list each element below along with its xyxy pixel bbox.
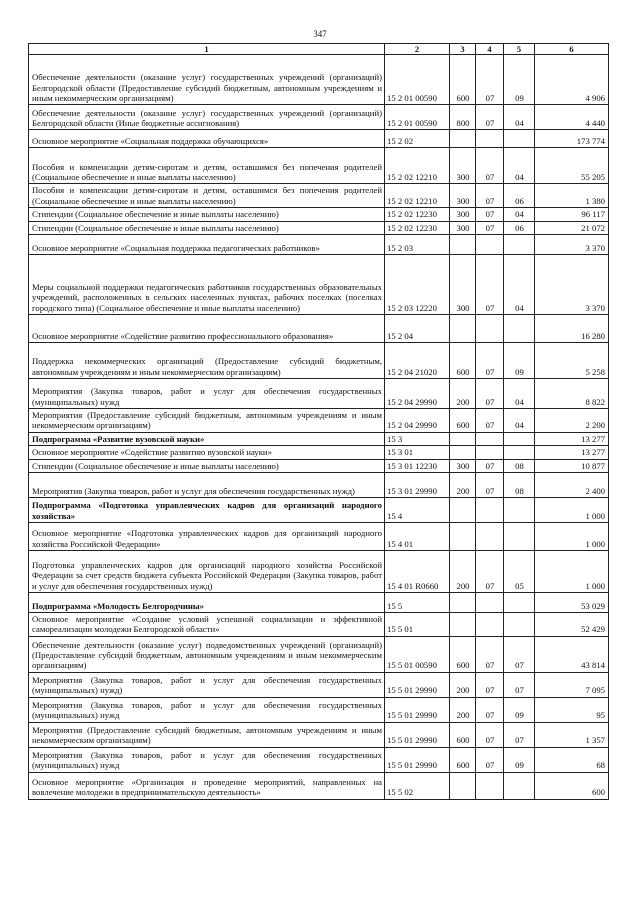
row-code-cell: 15 2 04 29990 bbox=[385, 379, 450, 409]
row-section-cell: 07 bbox=[476, 105, 504, 130]
row-expense-type-cell: 200 bbox=[450, 672, 476, 697]
row-subsection-cell: 09 bbox=[504, 55, 535, 105]
table-row bbox=[29, 459, 609, 472]
row-section-cell: 07 bbox=[476, 722, 504, 747]
row-name-cell: Основное мероприятие «Социальная поддержка обучающихся» bbox=[29, 130, 385, 148]
row-code-cell: 15 2 02 12230 bbox=[385, 208, 450, 221]
row-subsection-cell bbox=[504, 235, 535, 255]
row-subsection-cell: 04 bbox=[504, 148, 535, 184]
row-section-cell: 07 bbox=[476, 409, 504, 433]
row-code-cell: 15 5 02 bbox=[385, 772, 450, 799]
row-section-cell: 07 bbox=[476, 55, 504, 105]
row-expense-type-cell bbox=[450, 593, 476, 613]
row-code-cell: 15 4 bbox=[385, 498, 450, 523]
table-header-row bbox=[29, 44, 609, 55]
row-section-cell: 07 bbox=[476, 697, 504, 722]
row-expense-type-cell: 800 bbox=[450, 105, 476, 130]
row-subsection-cell: 05 bbox=[504, 551, 535, 593]
row-subsection-cell bbox=[504, 130, 535, 148]
row-subsection-cell: 04 bbox=[504, 379, 535, 409]
row-subsection-cell bbox=[504, 593, 535, 613]
row-expense-type-cell: 200 bbox=[450, 473, 476, 498]
row-expense-type-cell: 600 bbox=[450, 722, 476, 747]
row-subsection-cell: 04 bbox=[504, 105, 535, 130]
row-section-cell: 07 bbox=[476, 148, 504, 184]
table-row bbox=[29, 551, 609, 593]
row-expense-type-cell bbox=[450, 130, 476, 148]
row-name-cell: Пособия и компенсации детям-сиротам и детям, оставшимся без попечения родителей (Социальное обеспечение и иные выплаты населению) bbox=[29, 148, 385, 184]
row-sum-cell: 2 200 bbox=[535, 409, 609, 433]
table-row bbox=[29, 772, 609, 799]
row-expense-type-cell bbox=[450, 235, 476, 255]
row-expense-type-cell: 300 bbox=[450, 148, 476, 184]
row-name-cell: Обеспечение деятельности (оказание услуг) государственных учреждений (организаций) Белгородской области (Иные бюджетные ассигнования) bbox=[29, 105, 385, 130]
row-name-cell: Основное мероприятие «Организация и проведение мероприятий, направленных на вовлечение молодежи в предпринимательскую деятельность» bbox=[29, 772, 385, 799]
row-expense-type-cell: 600 bbox=[450, 343, 476, 379]
row-expense-type-cell: 600 bbox=[450, 55, 476, 105]
row-name-cell: Обеспечение деятельности (оказание услуг) государственных учреждений (организаций) Белгородской области (Предоставление субсидий бюджетным, автономным учреждениям и иным некоммерческим организациям) bbox=[29, 55, 385, 105]
row-section-cell bbox=[476, 315, 504, 343]
table-row bbox=[29, 130, 609, 148]
header-cell: 5 bbox=[504, 44, 535, 55]
row-section-cell: 07 bbox=[476, 255, 504, 315]
row-subsection-cell: 08 bbox=[504, 459, 535, 472]
table-row bbox=[29, 432, 609, 445]
header-cell: 2 bbox=[385, 44, 450, 55]
row-expense-type-cell bbox=[450, 432, 476, 445]
row-code-cell: 15 4 01 R0660 bbox=[385, 551, 450, 593]
row-sum-cell: 13 277 bbox=[535, 446, 609, 459]
row-sum-cell: 21 072 bbox=[535, 221, 609, 234]
row-section-cell bbox=[476, 772, 504, 799]
row-code-cell: 15 2 01 00590 bbox=[385, 105, 450, 130]
row-name-cell: Обеспечение деятельности (оказание услуг) подведомственных учреждений (организаций) (Предоставление субсидий бюджетным, автономным учреждениям и иным некоммерческим организациям) bbox=[29, 636, 385, 672]
row-subsection-cell: 06 bbox=[504, 221, 535, 234]
row-name-cell: Подпрограмма «Подготовка управленческих кадров для организаций народного хозяйства» bbox=[29, 498, 385, 523]
row-name-cell: Мероприятия (Закупка товаров, работ и услуг для обеспечения государственных (муниципальных) нужд bbox=[29, 697, 385, 722]
row-code-cell: 15 2 02 12210 bbox=[385, 184, 450, 208]
row-expense-type-cell: 600 bbox=[450, 747, 476, 772]
table-row bbox=[29, 343, 609, 379]
row-expense-type-cell: 300 bbox=[450, 221, 476, 234]
row-subsection-cell bbox=[504, 772, 535, 799]
row-section-cell bbox=[476, 523, 504, 551]
row-sum-cell: 95 bbox=[535, 697, 609, 722]
row-sum-cell: 3 370 bbox=[535, 255, 609, 315]
row-expense-type-cell bbox=[450, 523, 476, 551]
row-sum-cell: 1 000 bbox=[535, 523, 609, 551]
row-name-cell: Основное мероприятие «Подготовка управленческих кадров для организаций народного хозяйства Российской Федерации» bbox=[29, 523, 385, 551]
row-sum-cell: 2 400 bbox=[535, 473, 609, 498]
row-code-cell: 15 2 04 21020 bbox=[385, 343, 450, 379]
row-name-cell: Мероприятия (Закупка товаров, работ и услуг для обеспечения государственных (муниципальных) нужд bbox=[29, 747, 385, 772]
row-subsection-cell bbox=[504, 432, 535, 445]
row-sum-cell: 96 117 bbox=[535, 208, 609, 221]
row-sum-cell: 4 440 bbox=[535, 105, 609, 130]
row-sum-cell: 173 774 bbox=[535, 130, 609, 148]
row-subsection-cell bbox=[504, 523, 535, 551]
row-name-cell: Меры социальной поддержки педагогических работников государственных образовательных учреждений, расположенных в сельских населенных пунктах, рабочих поселках (поселках городского типа) (Социальное обеспечение и иные выплаты населению) bbox=[29, 255, 385, 315]
table-row bbox=[29, 697, 609, 722]
table-row bbox=[29, 409, 609, 433]
row-section-cell bbox=[476, 235, 504, 255]
row-sum-cell: 13 277 bbox=[535, 432, 609, 445]
row-section-cell: 07 bbox=[476, 636, 504, 672]
row-name-cell: Стипендии (Социальное обеспечение и иные выплаты населению) bbox=[29, 208, 385, 221]
table-row bbox=[29, 55, 609, 105]
row-subsection-cell: 04 bbox=[504, 255, 535, 315]
row-subsection-cell: 09 bbox=[504, 697, 535, 722]
header-cell: 6 bbox=[535, 44, 609, 55]
table-row bbox=[29, 184, 609, 208]
row-name-cell: Подготовка управленческих кадров для организаций народного хозяйства Российской Федерации за счет средств бюджета субъекта Российской Федерации (Закупка товаров, работ и услуг для обеспечения государственных нужд) bbox=[29, 551, 385, 593]
row-sum-cell: 1 000 bbox=[535, 551, 609, 593]
row-section-cell: 07 bbox=[476, 473, 504, 498]
row-section-cell: 07 bbox=[476, 343, 504, 379]
row-name-cell: Мероприятия (Предоставление субсидий бюджетным, автономным учреждениям и иным некоммерческим организациям) bbox=[29, 409, 385, 433]
table-row bbox=[29, 473, 609, 498]
row-code-cell: 15 3 01 12230 bbox=[385, 459, 450, 472]
row-name-cell: Пособия и компенсации детям-сиротам и детям, оставшимся без попечения родителей (Социальное обеспечение и иные выплаты населению) bbox=[29, 184, 385, 208]
row-section-cell bbox=[476, 432, 504, 445]
row-code-cell: 15 5 01 29990 bbox=[385, 697, 450, 722]
header-cell: 3 bbox=[450, 44, 476, 55]
row-sum-cell: 5 258 bbox=[535, 343, 609, 379]
row-sum-cell: 8 822 bbox=[535, 379, 609, 409]
row-subsection-cell: 09 bbox=[504, 747, 535, 772]
row-section-cell: 07 bbox=[476, 551, 504, 593]
row-name-cell: Подпрограмма «Развитие вузовской науки» bbox=[29, 432, 385, 445]
row-code-cell: 15 5 01 29990 bbox=[385, 722, 450, 747]
row-sum-cell: 52 429 bbox=[535, 613, 609, 637]
row-code-cell: 15 2 02 bbox=[385, 130, 450, 148]
row-subsection-cell: 06 bbox=[504, 184, 535, 208]
row-subsection-cell bbox=[504, 613, 535, 637]
row-expense-type-cell: 200 bbox=[450, 551, 476, 593]
row-name-cell: Основное мероприятие «Содействие развитию вузовской науки» bbox=[29, 446, 385, 459]
row-subsection-cell: 07 bbox=[504, 722, 535, 747]
row-expense-type-cell: 300 bbox=[450, 255, 476, 315]
row-name-cell: Мероприятия (Предоставление субсидий бюджетным, автономным учреждениям и иным некоммерческим организациям) bbox=[29, 722, 385, 747]
row-code-cell: 15 2 02 12230 bbox=[385, 221, 450, 234]
row-expense-type-cell bbox=[450, 315, 476, 343]
row-section-cell bbox=[476, 130, 504, 148]
row-section-cell: 07 bbox=[476, 459, 504, 472]
row-section-cell: 07 bbox=[476, 208, 504, 221]
row-subsection-cell: 07 bbox=[504, 672, 535, 697]
row-subsection-cell bbox=[504, 498, 535, 523]
row-name-cell: Подпрограмма «Молодость Белгородчины» bbox=[29, 593, 385, 613]
row-expense-type-cell bbox=[450, 772, 476, 799]
row-name-cell: Основное мероприятие «Содействие развитию профессионального образования» bbox=[29, 315, 385, 343]
table-row bbox=[29, 593, 609, 613]
row-code-cell: 15 2 03 bbox=[385, 235, 450, 255]
row-name-cell: Поддержка некоммерческих организаций (Предоставление субсидий бюджетным, автономным учреждениям и иным некоммерческим организациям) bbox=[29, 343, 385, 379]
row-code-cell: 15 2 04 bbox=[385, 315, 450, 343]
row-subsection-cell: 04 bbox=[504, 208, 535, 221]
row-name-cell: Стипендии (Социальное обеспечение и иные выплаты населению) bbox=[29, 221, 385, 234]
row-section-cell: 07 bbox=[476, 379, 504, 409]
row-sum-cell: 7 095 bbox=[535, 672, 609, 697]
table-row bbox=[29, 672, 609, 697]
row-code-cell: 15 2 04 29990 bbox=[385, 409, 450, 433]
row-code-cell: 15 2 01 00590 bbox=[385, 55, 450, 105]
row-subsection-cell: 09 bbox=[504, 343, 535, 379]
table-row bbox=[29, 722, 609, 747]
row-sum-cell: 600 bbox=[535, 772, 609, 799]
table-row bbox=[29, 636, 609, 672]
row-subsection-cell: 04 bbox=[504, 409, 535, 433]
row-expense-type-cell: 200 bbox=[450, 697, 476, 722]
row-name-cell: Основное мероприятие «Социальная поддержка педагогических работников» bbox=[29, 235, 385, 255]
row-name-cell: Мероприятия (Закупка товаров, работ и услуг для обеспечения государственных (муниципальных) нужд bbox=[29, 379, 385, 409]
row-expense-type-cell: 200 bbox=[450, 379, 476, 409]
row-section-cell: 07 bbox=[476, 747, 504, 772]
table-row bbox=[29, 523, 609, 551]
row-code-cell: 15 3 01 29990 bbox=[385, 473, 450, 498]
row-name-cell: Мероприятия (Закупка товаров, работ и услуг для обеспечения государственных (муниципальных) нужд) bbox=[29, 672, 385, 697]
row-sum-cell: 53 029 bbox=[535, 593, 609, 613]
row-section-cell: 07 bbox=[476, 672, 504, 697]
table-row bbox=[29, 613, 609, 637]
row-section-cell: 07 bbox=[476, 184, 504, 208]
row-code-cell: 15 5 01 29990 bbox=[385, 747, 450, 772]
row-subsection-cell bbox=[504, 446, 535, 459]
row-subsection-cell bbox=[504, 315, 535, 343]
row-expense-type-cell: 300 bbox=[450, 184, 476, 208]
table-row bbox=[29, 379, 609, 409]
row-name-cell: Стипендии (Социальное обеспечение и иные выплаты населению) bbox=[29, 459, 385, 472]
row-expense-type-cell: 300 bbox=[450, 208, 476, 221]
row-section-cell bbox=[476, 613, 504, 637]
row-code-cell: 15 3 01 bbox=[385, 446, 450, 459]
row-section-cell bbox=[476, 498, 504, 523]
row-code-cell: 15 5 01 bbox=[385, 613, 450, 637]
row-name-cell: Основное мероприятие «Создание условий успешной социализации и эффективной самореализации молодежи Белгородской области» bbox=[29, 613, 385, 637]
row-sum-cell: 43 814 bbox=[535, 636, 609, 672]
row-expense-type-cell: 600 bbox=[450, 636, 476, 672]
row-code-cell: 15 3 bbox=[385, 432, 450, 445]
row-expense-type-cell bbox=[450, 446, 476, 459]
row-code-cell: 15 5 01 00590 bbox=[385, 636, 450, 672]
table-row bbox=[29, 315, 609, 343]
row-expense-type-cell: 300 bbox=[450, 459, 476, 472]
row-section-cell bbox=[476, 446, 504, 459]
row-sum-cell: 10 877 bbox=[535, 459, 609, 472]
row-code-cell: 15 4 01 bbox=[385, 523, 450, 551]
table-row bbox=[29, 208, 609, 221]
row-subsection-cell: 07 bbox=[504, 636, 535, 672]
row-code-cell: 15 2 02 12210 bbox=[385, 148, 450, 184]
row-section-cell bbox=[476, 593, 504, 613]
row-expense-type-cell bbox=[450, 498, 476, 523]
header-cell: 1 bbox=[29, 44, 385, 55]
row-section-cell: 07 bbox=[476, 221, 504, 234]
table-row bbox=[29, 221, 609, 234]
row-code-cell: 15 2 03 12220 bbox=[385, 255, 450, 315]
row-sum-cell: 1 000 bbox=[535, 498, 609, 523]
row-subsection-cell: 08 bbox=[504, 473, 535, 498]
row-sum-cell: 1 380 bbox=[535, 184, 609, 208]
row-sum-cell: 55 205 bbox=[535, 148, 609, 184]
table-row bbox=[29, 498, 609, 523]
row-code-cell: 15 5 bbox=[385, 593, 450, 613]
row-sum-cell: 1 357 bbox=[535, 722, 609, 747]
header-cell: 4 bbox=[476, 44, 504, 55]
table-row bbox=[29, 105, 609, 130]
row-expense-type-cell bbox=[450, 613, 476, 637]
row-sum-cell: 68 bbox=[535, 747, 609, 772]
budget-table bbox=[28, 43, 609, 800]
row-sum-cell: 3 370 bbox=[535, 235, 609, 255]
table-row bbox=[29, 255, 609, 315]
row-sum-cell: 4 906 bbox=[535, 55, 609, 105]
row-name-cell: Мероприятия (Закупка товаров, работ и услуг для обеспечения государственных нужд) bbox=[29, 473, 385, 498]
row-code-cell: 15 5 01 29990 bbox=[385, 672, 450, 697]
table-row bbox=[29, 148, 609, 184]
table-row bbox=[29, 747, 609, 772]
page-number: 347 bbox=[313, 29, 327, 39]
row-sum-cell: 16 280 bbox=[535, 315, 609, 343]
row-expense-type-cell: 600 bbox=[450, 409, 476, 433]
table-row bbox=[29, 446, 609, 459]
table-row bbox=[29, 235, 609, 255]
